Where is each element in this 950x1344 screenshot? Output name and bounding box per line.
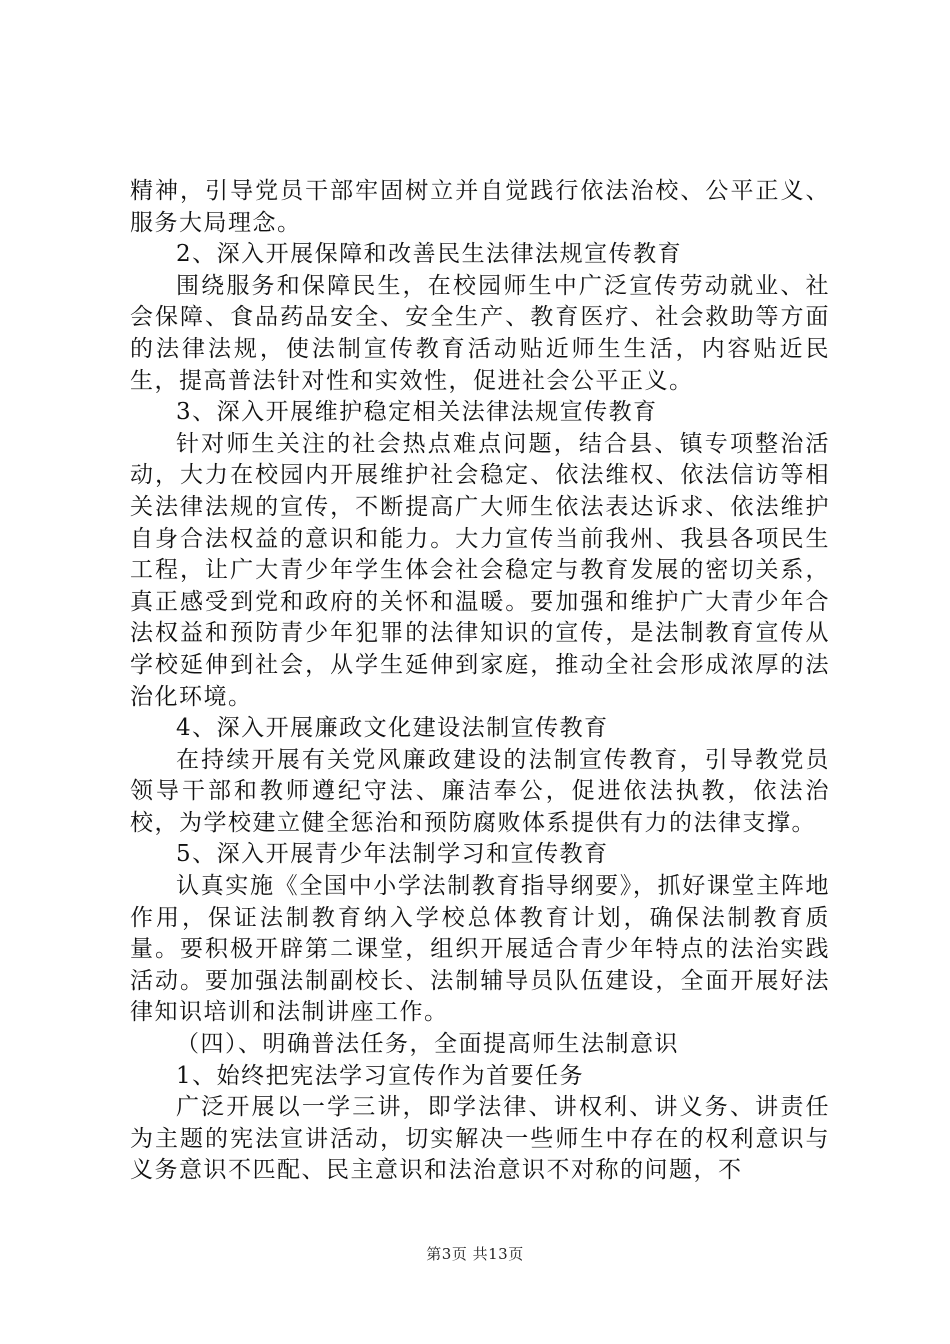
paragraph-continuation: 精神，引导党员干部牢固树立并自觉践行依法治校、公平正义、服务大局理念。: [130, 178, 830, 236]
page-number-label: 第3页 共13页: [426, 1245, 524, 1263]
page-footer: [0, 1244, 950, 1264]
paragraph-constitution: 广泛开展以一学三讲，即学法律、讲权利、讲义务、讲责任为主题的宪法宣讲活动，切实解决一些师生中存在的权利意识与义务意识不匹配、民主意识和法治意识不对称的问题，不: [130, 1094, 830, 1184]
subheading-2: 2、深入开展保障和改善民生法律法规宣传教育: [176, 241, 683, 268]
paragraph-livelihood: 围绕服务和保障民生，在校园师生中广泛宣传劳动就业、社会保障、食品药品安全、安全生产、教育医疗、社会救助等方面的法律法规，使法制宣传教育活动贴近师生生活，内容贴近民生，提高普法针对性和实效性，促进社会公平正义。: [130, 272, 830, 394]
subheading-5: 5、深入开展青少年法制学习和宣传教育: [176, 841, 609, 868]
document-body: [130, 176, 830, 1187]
paragraph-stability: 针对师生关注的社会热点难点问题，结合县、镇专项整治活动，大力在校园内开展维护社会稳定、依法维权、依法信访等相关法律法规的宣传，不断提高广大师生依法表达诉求、依法维护自身合法权益的意识和能力。大力宣传当前我州、我县各项民生工程，让广大青少年学生体会社会稳定与教育发展的密切关系，真正感受到党和政府的关怀和温暖。要加强和维护广大青少年合法权益和预防青少年犯罪的法律知识的宣传，是法制教育宣传从学校延伸到社会，从学生延伸到家庭，推动全社会形成浓厚的法治化环境。: [130, 430, 830, 710]
subheading-3: 3、深入开展维护稳定相关法律法规宣传教育: [176, 399, 658, 426]
paragraph-youth: 认真实施《全国中小学法制教育指导纲要》，抓好课堂主阵地作用，保证法制教育纳入学校总体教育计划，确保法制教育质量。要积极开辟第二课堂，组织开展适合青少年特点的法治实践活动。要加强法制副校长、法制辅导员队伍建设，全面开展好法律知识培训和法制讲座工作。: [130, 873, 830, 1026]
section-heading-4: （四）、明确普法任务，全面提高师生法制意识: [176, 1031, 679, 1058]
paragraph-integrity: 在持续开展有关党风廉政建设的法制宣传教育，引导教党员领导干部和教师遵纪守法、廉洁奉公，促进依法执教，依法治校，为学校建立健全惩治和预防腐败体系提供有力的法律支撑。: [130, 746, 830, 836]
subheading-1: 1、始终把宪法学习宣传作为首要任务: [176, 1062, 585, 1089]
subheading-4: 4、深入开展廉政文化建设法制宣传教育: [176, 715, 609, 742]
